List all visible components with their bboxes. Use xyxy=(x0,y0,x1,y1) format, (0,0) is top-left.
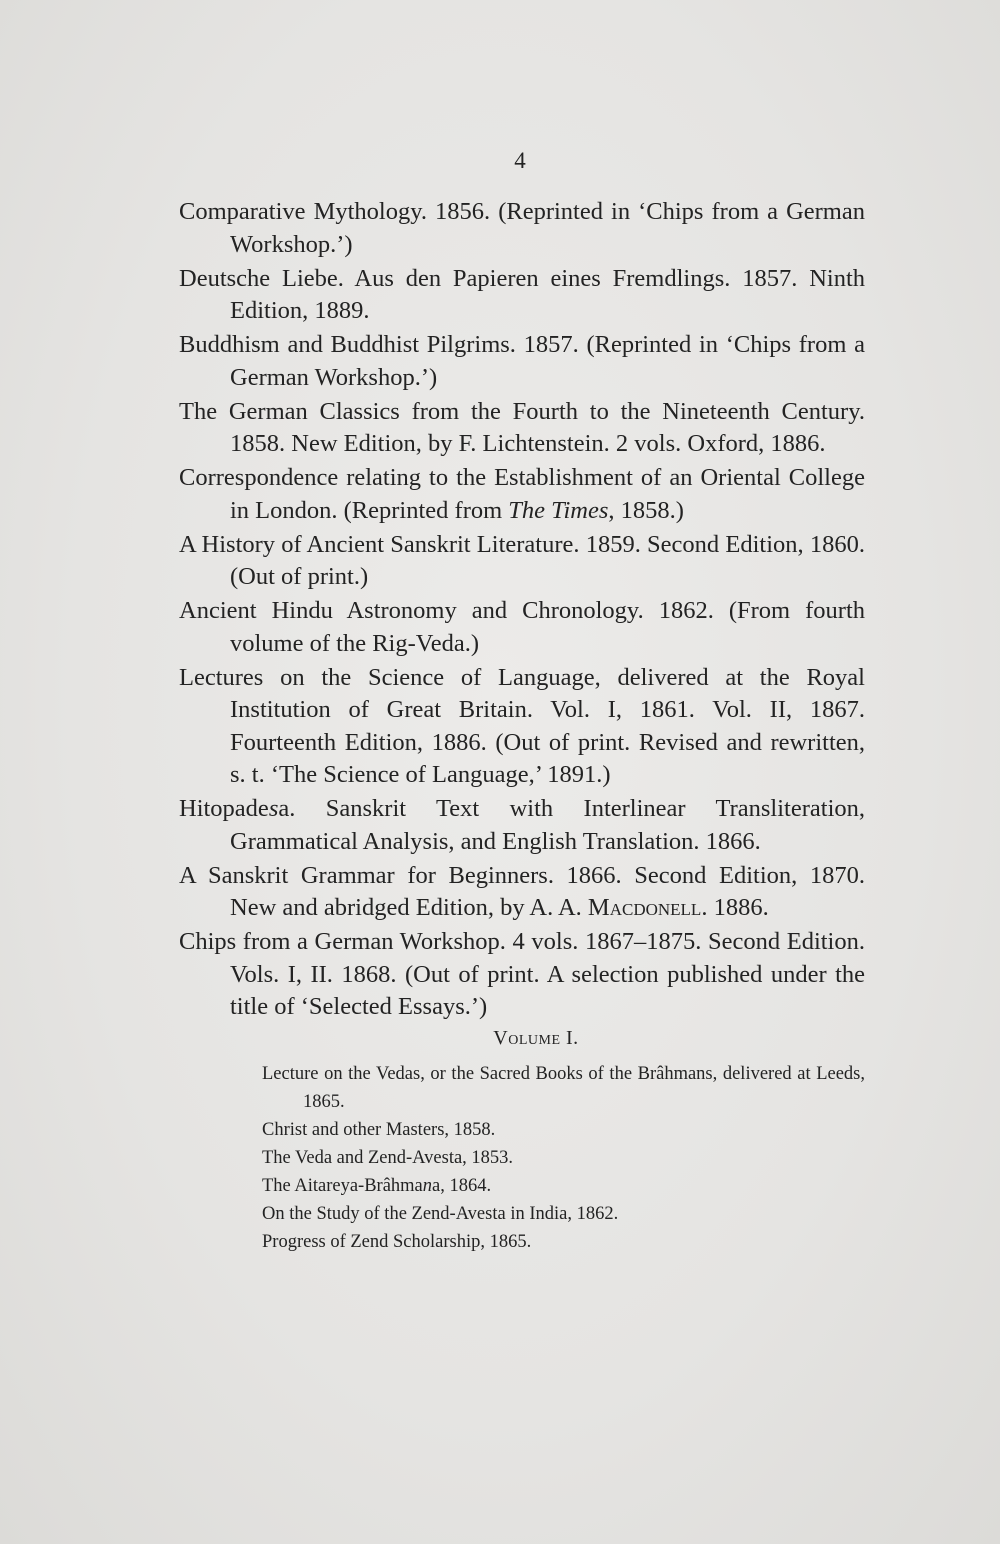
entry-buddhism-pilgrims: Buddhism and Buddhist Pilgrims. 1857. (Reprinted in ‘Chips from a German Workshop.’) xyxy=(179,331,865,391)
volume-item xyxy=(262,1172,865,1200)
volume-item: The Veda and Zend-Avesta, 1853. xyxy=(262,1148,514,1168)
entry-chips-workshop: Chips from a German Workshop. 4 vols. 1867–1875. Second Edition. Vols. I, II. 1868. (Out of print. A selection published under the title of ‘Selected Essays.’) xyxy=(179,928,865,1020)
entry-hindu-astronomy: Ancient Hindu Astronomy and Chronology. 1862. (From fourth volume of the Rig-Veda.) xyxy=(179,597,865,657)
entry-comparative-mythology: Comparative Mythology. 1856. (Reprinted in ‘Chips from a German Workshop.’) xyxy=(179,198,865,258)
entry-sanskrit-literature: A History of Ancient Sanskrit Literature. 1859. Second Edition, 1860. (Out of print.) xyxy=(179,530,865,590)
entry-italic-letter: s xyxy=(268,795,279,822)
entry-text: a. Sanskrit Text with Interlinear Transliteration, Grammatical Analysis, and English Translation. 1866. xyxy=(230,795,865,855)
volume-item-italic-letter: n xyxy=(422,1176,433,1196)
volume-item: Christ and other Masters, 1858. xyxy=(262,1120,496,1140)
volume-item-text: a, 1864. xyxy=(432,1176,492,1196)
entry-author-smallcaps: Macdonell xyxy=(587,894,702,921)
entry-text: A Sanskrit Grammar for Beginners. 1866. Second Edition, 1870. New and abridged Edition, by A. A. xyxy=(179,861,865,921)
bibliography-list xyxy=(179,196,865,1256)
entry-science-of-language: Lectures on the Science of Language, delivered at the Royal Institution of Great Britain. Vol. I, 1861. Vol. II, 1867. Fourteenth Edition, 1886. (Out of print. Revised and rewritten, s. t. ‘The Science of Language,’ 1891.) xyxy=(179,663,865,788)
volume-item: Progress of Zend Scholarship, 1865. xyxy=(262,1232,532,1252)
volume-contents xyxy=(262,1060,865,1256)
entry-text: , 1858.) xyxy=(608,496,684,524)
entry-text: . 1886. xyxy=(701,894,769,921)
entry-text: Correspondence relating to the Establishment of an Oriental College in London. (Reprinted from xyxy=(179,464,865,524)
entry-german-classics: The German Classics from the Fourth to the Nineteenth Century. 1858. New Edition, by F. Lichtenstein. 2 vols. Oxford, 1886. xyxy=(179,397,865,457)
entry-sanskrit-grammar xyxy=(179,860,865,925)
volume-item-text: The Aitareya-Brâhma xyxy=(262,1176,423,1196)
entry-hitopadesa xyxy=(179,793,865,858)
volume-item: Lecture on the Vedas, or the Sacred Books of the Brâhmans, delivered at Leeds, 1865. xyxy=(262,1064,865,1112)
entry-text: Hitopade xyxy=(179,795,269,822)
volume-item: On the Study of the Zend-Avesta in India, 1862. xyxy=(262,1204,619,1224)
entry-correspondence xyxy=(179,462,865,527)
entry-deutsche-liebe: Deutsche Liebe. Aus den Papieren eines Fremdlings. 1857. Ninth Edition, 1889. xyxy=(179,264,865,324)
page-number: 4 xyxy=(514,148,526,173)
entry-italic-title: The Times xyxy=(508,496,609,524)
volume-heading: Volume I. xyxy=(493,1027,579,1049)
